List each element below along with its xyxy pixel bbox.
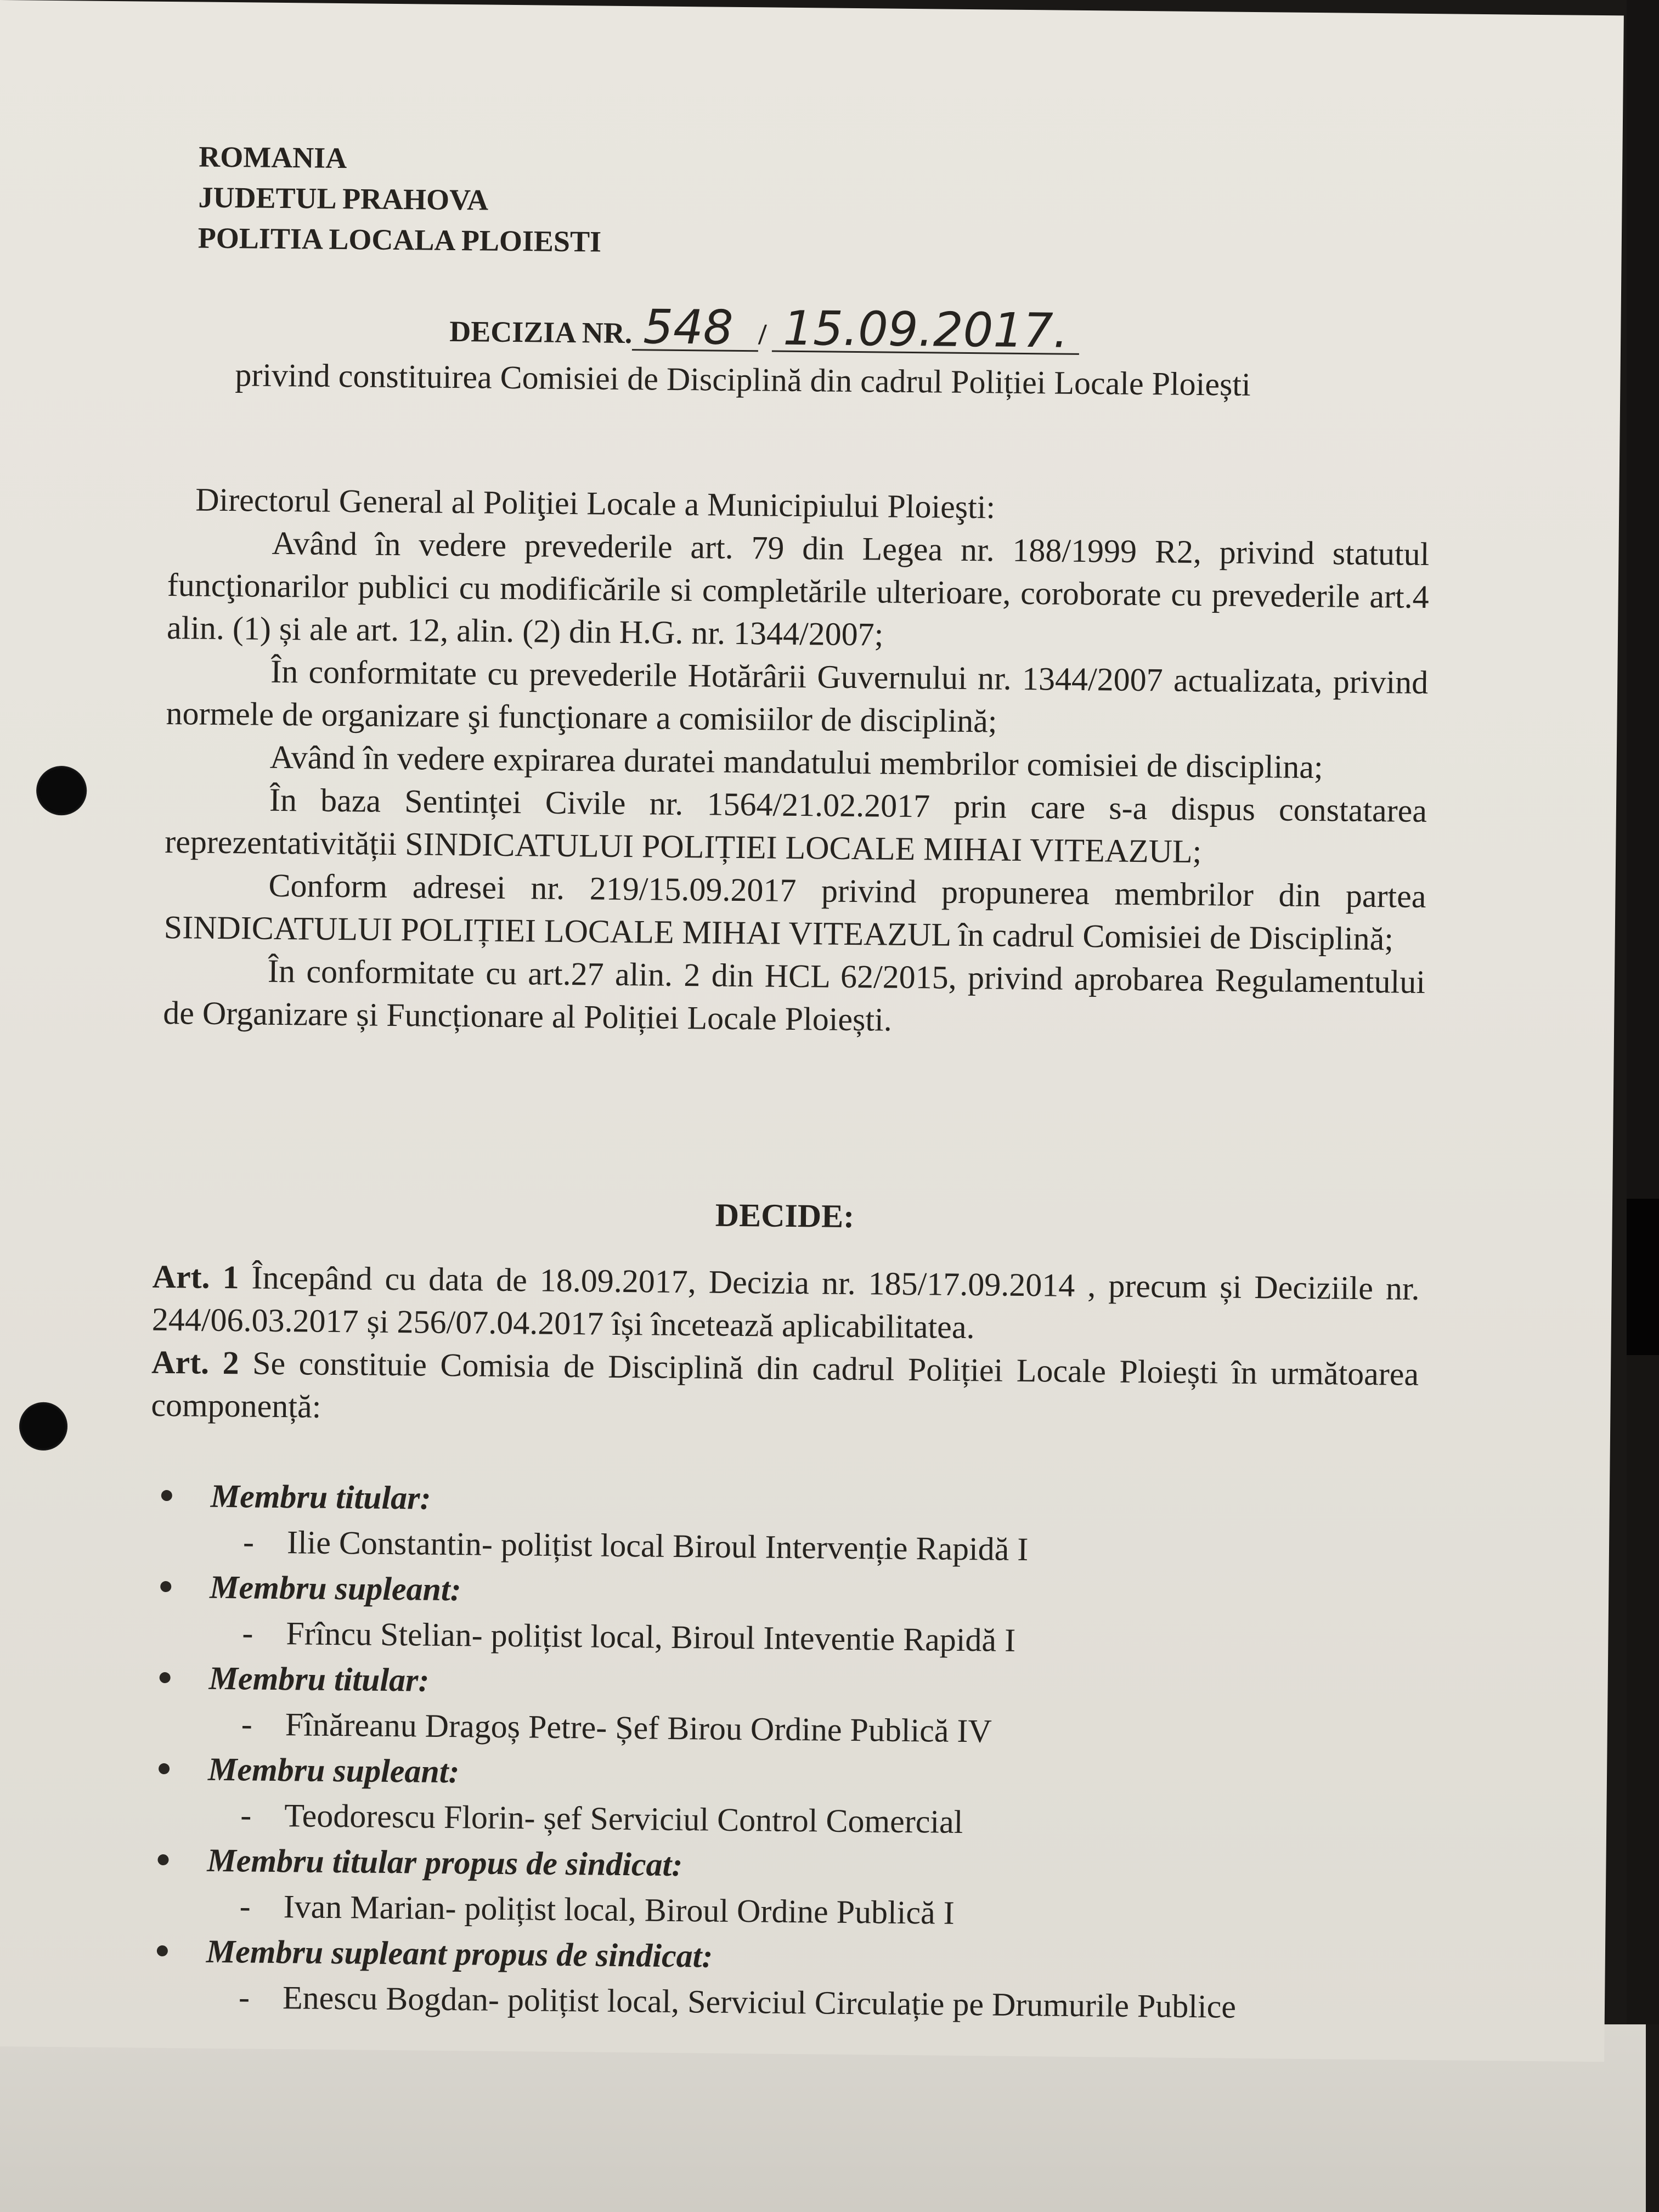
header-line-institution: POLITIA LOCALA PLOIESTI bbox=[198, 221, 602, 258]
bullet-icon bbox=[159, 1763, 170, 1774]
member-name: Teodorescu Florin- șef Serviciul Control Comercial bbox=[284, 1797, 963, 1840]
article-label: Art. 1 bbox=[152, 1258, 239, 1296]
decision-subtitle: privind constituirea Comisiei de Disciplină din cadrul Poliției Locale Ploiești bbox=[235, 357, 1251, 403]
commission-members bbox=[156, 1472, 1423, 2030]
preamble-paragraph: În baza Sentinței Civile nr. 1564/21.02.2017 prin care s-a dispus constatarea reprezentativității SINDICATULUI POLIȚIEI LOCALE MIHAI VITEAZUL; bbox=[164, 781, 1427, 870]
list-item: Membru titular: - Ilie Constantin- polițist local Biroul Intervenție Rapidă I bbox=[161, 1472, 1423, 1575]
preamble-intro: Directorul General al Poliţiei Locale a Municipiului Ploieşti: bbox=[195, 481, 996, 526]
preamble-paragraph: În conformitate cu prevederile Hotărârii Guvernului nr. 1344/2007 actualizata, privind normele de organizare şi funcţionare a comisiilor de disciplină; bbox=[166, 653, 1429, 740]
list-item: Membru supleant: - Frîncu Stelian- polițist local, Biroul Inteventie Rapidă I bbox=[160, 1563, 1422, 1666]
background-edge-top bbox=[1627, 0, 1659, 1199]
member-name: Fînăreanu Dragoș Petre- Șef Birou Ordine Publică IV bbox=[285, 1706, 992, 1749]
member-role: Membru supleant propus de sindicat: bbox=[206, 1933, 713, 1974]
member-name: Ilie Constantin- polițist local Biroul Intervenție Rapidă I bbox=[286, 1523, 1029, 1567]
bullet-icon bbox=[161, 1490, 172, 1501]
member-role: Membru titular: bbox=[210, 1477, 431, 1516]
header-line-country: ROMANIA bbox=[198, 140, 347, 175]
decide-heading: DECIDE: bbox=[715, 1197, 855, 1235]
decision-label: DECIZIA NR. bbox=[449, 314, 633, 350]
preamble-paragraph: Având în vedere expirarea duratei mandatului membrilor comisiei de disciplina; bbox=[269, 738, 1323, 786]
issuer-header bbox=[198, 136, 602, 262]
bullet-icon bbox=[160, 1581, 171, 1592]
decision-separator: / bbox=[758, 318, 767, 351]
member-role: Membru supleant: bbox=[207, 1751, 460, 1790]
member-name: Ivan Marian- polițist local, Biroul Ordine Publică I bbox=[283, 1888, 955, 1931]
header-line-county: JUDETUL PRAHOVA bbox=[198, 180, 489, 217]
punch-hole-top bbox=[36, 766, 87, 816]
list-item: Membru supleant: - Teodorescu Florin- șef Serviciul Control Comercial bbox=[158, 1745, 1420, 1848]
bullet-icon bbox=[160, 1672, 171, 1683]
article-text: Începând cu data de 18.09.2017, Decizia nr. 185/17.09.2014 , precum și Deciziile nr. 244/06.03.2017 și 256/07.04.2017 își încetează aplicabilitatea. bbox=[151, 1259, 1420, 1346]
member-role: Membru supleant: bbox=[209, 1568, 461, 1607]
punch-hole-bottom bbox=[19, 1402, 68, 1451]
list-item: Membru titular: - Fînăreanu Dragoș Petre- Șef Birou Ordine Publică IV bbox=[159, 1654, 1421, 1757]
article-label: Art. 2 bbox=[151, 1344, 239, 1381]
preamble bbox=[163, 478, 1430, 1046]
decision-date-handwritten: 15.09.2017. bbox=[772, 307, 1080, 355]
member-name: Enescu Bogdan- polițist local, Serviciul Circulație pe Drumurile Publice bbox=[282, 1979, 1237, 2025]
background-edge-low bbox=[1627, 1355, 1659, 2024]
list-item: Membru titular propus de sindicat: - Ivan Marian- polițist local, Biroul Ordine Publică I bbox=[157, 1836, 1419, 1939]
decision-title bbox=[449, 300, 1080, 359]
preamble-paragraph: Conform adresei nr. 219/15.09.2017 privind propunerea membrilor din partea SINDICATULUI POLIȚIEI LOCALE MIHAI VITEAZUL în cadrul Comisiei de Disciplină; bbox=[163, 867, 1426, 957]
preamble-paragraph: Având în vedere prevederile art. 79 din Legea nr. 188/1999 R2, privind statutul funcţionarilor publici cu modificările si completările ulterioare, coroborate cu prevederile art.4 alin. (1) și ale art. 12, alin. (2) din H.G. nr. 1344/2007; bbox=[166, 524, 1430, 653]
article-2 bbox=[151, 1341, 1419, 1438]
bullet-icon bbox=[157, 1854, 168, 1865]
articles bbox=[151, 1255, 1420, 1438]
bullet-icon bbox=[157, 1945, 168, 1956]
member-name: Frîncu Stelian- polițist local, Biroul Inteventie Rapidă I bbox=[286, 1615, 1016, 1658]
article-text: Se constituie Comisia de Disciplină din cadrul Poliției Locale Ploiești în următoarea componență: bbox=[151, 1345, 1419, 1425]
preamble-paragraph: În conformitate cu art.27 alin. 2 din HCL 62/2015, privind aprobarea Regulamentului de Organizare și Funcționare al Poliției Locale Ploiești. bbox=[162, 952, 1426, 1038]
member-role: Membru titular propus de sindicat: bbox=[207, 1842, 683, 1883]
decision-number-handwritten: 548 bbox=[632, 305, 759, 352]
list-item: Membru supleant propus de sindicat: - Enescu Bogdan- polițist local, Serviciul Circulație pe Drumurile Publice bbox=[156, 1927, 1419, 2030]
member-role: Membru titular: bbox=[208, 1660, 430, 1699]
background-edge-mid bbox=[1627, 1199, 1659, 1355]
article-1 bbox=[152, 1255, 1420, 1353]
